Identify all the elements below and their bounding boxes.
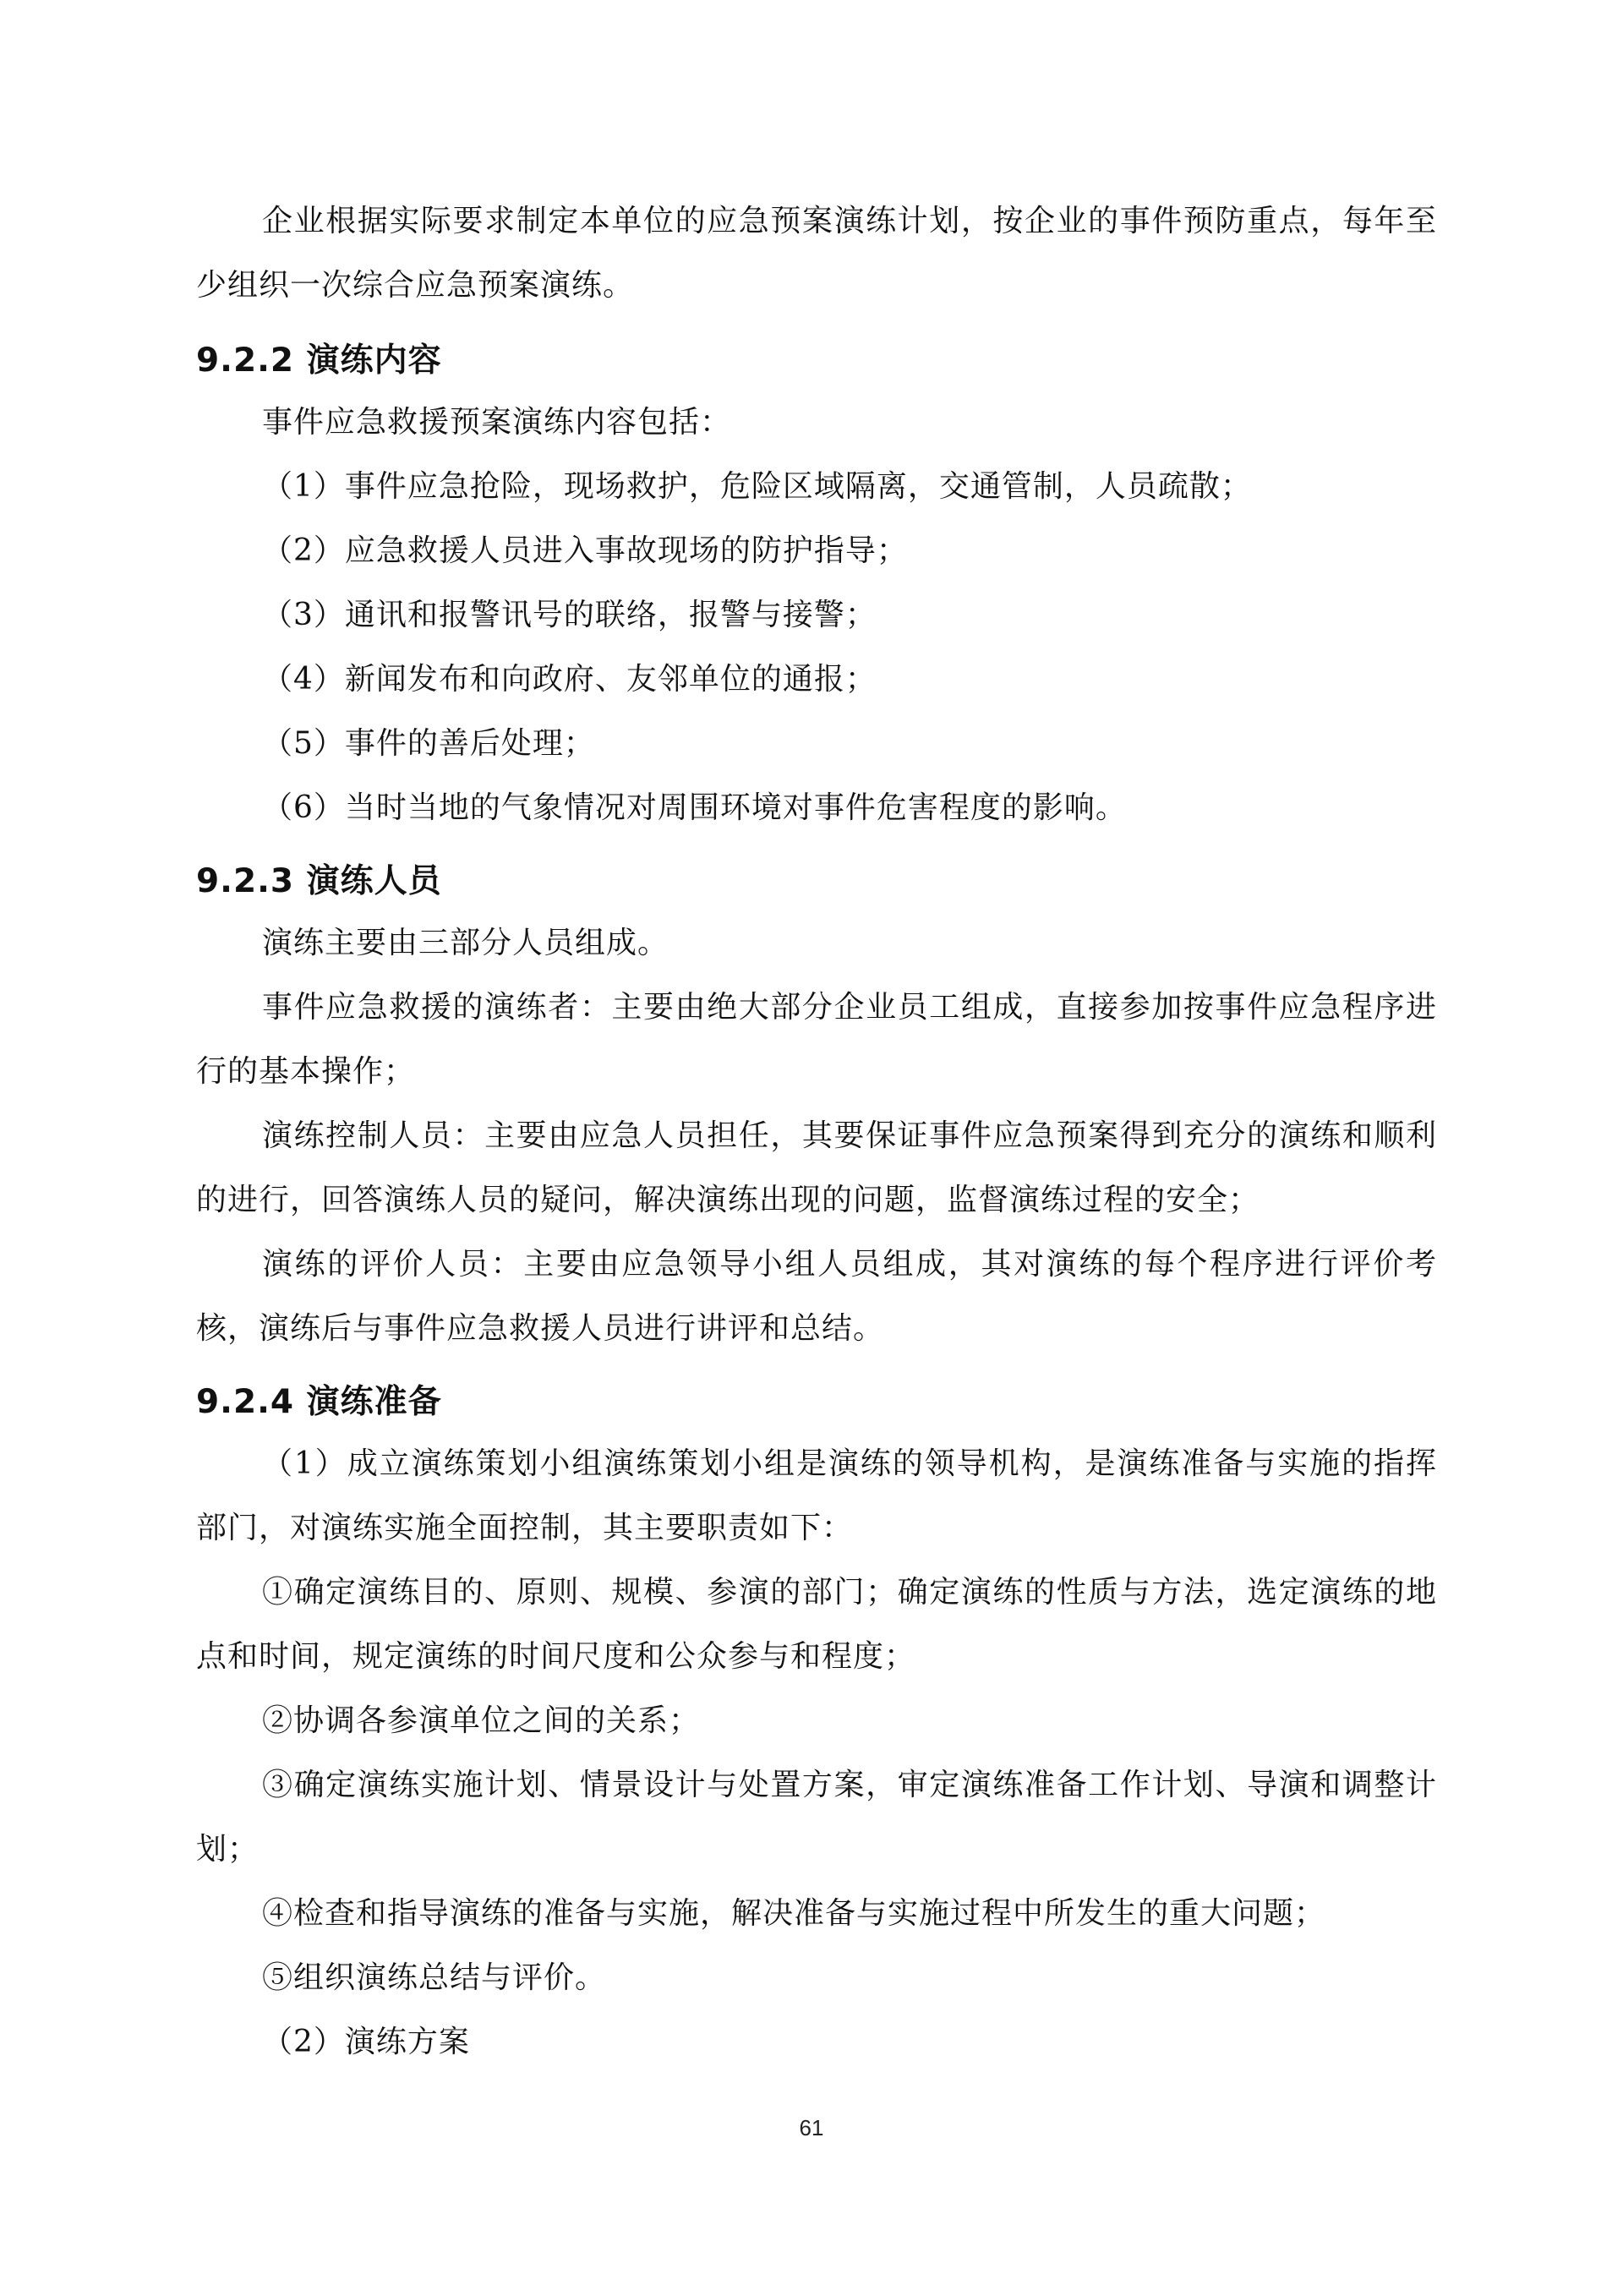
page-content — [196, 189, 1437, 2075]
intro-paragraph: 企业根据实际要求制定本单位的应急预案演练计划，按企业的事件预防重点，每年至少组织一次综合应急预案演练。 — [196, 204, 1437, 303]
page-number: 61 — [799, 2115, 824, 2140]
section-9-2-4-paragraph: （2）演练方案 — [262, 2025, 470, 2059]
list-item: （4）新闻发布和向政府、友邻单位的通报； — [262, 662, 877, 697]
section-9-2-4-paragraph: ④检查和指导演练的准备与实施，解决准备与实施过程中所发生的重大问题； — [262, 1896, 1326, 1931]
section-heading-9-2-4: 9.2.4 演练准备 — [196, 1383, 442, 1421]
section-9-2-3-paragraph: 演练的评价人员：主要由应急领导小组人员组成，其对演练的每个程序进行评价考核，演练后与事件应急救援人员进行讲评和总结。 — [196, 1247, 1437, 1346]
section-9-2-3-paragraph: 事件应急救援的演练者：主要由绝大部分企业员工组成，直接参加按事件应急程序进行的基本操作； — [196, 990, 1437, 1089]
section-9-2-4-paragraph: （1）成立演练策划小组演练策划小组是演练的领导机构，是演练准备与实施的指挥部门，对演练实施全面控制，其主要职责如下： — [196, 1446, 1437, 1545]
section-heading-9-2-2: 9.2.2 演练内容 — [196, 342, 442, 380]
section-9-2-4-paragraph: ⑤组织演练总结与评价。 — [262, 1960, 607, 1995]
section-9-2-2-lead: 事件应急救援预案演练内容包括： — [262, 405, 732, 440]
section-heading-9-2-3: 9.2.3 演练人员 — [196, 862, 442, 900]
section-9-2-3-paragraph: 演练控制人员：主要由应急人员担任，其要保证事件应急预案得到充分的演练和顺利的进行，回答演练人员的疑问，解决演练出现的问题，监督演练过程的安全； — [196, 1118, 1437, 1217]
list-item: （5）事件的善后处理； — [262, 726, 595, 761]
list-item: （6）当时当地的气象情况对周围环境对事件危害程度的影响。 — [262, 790, 1127, 825]
list-item: （3）通讯和报警讯号的联络，报警与接警； — [262, 598, 877, 632]
list-item: （1）事件应急抢险，现场救护，危险区域隔离，交通管制，人员疏散； — [262, 469, 1252, 504]
section-9-2-4-paragraph: ③确定演练实施计划、情景设计与处置方案，审定演练准备工作计划、导演和调整计划； — [196, 1768, 1437, 1867]
list-item: （2）应急救援人员进入事故现场的防护指导； — [262, 533, 908, 568]
section-9-2-4-paragraph: ②协调各参演单位之间的关系； — [262, 1703, 701, 1738]
section-9-2-3-paragraph: 演练主要由三部分人员组成。 — [262, 926, 669, 960]
section-9-2-4-paragraph: ①确定演练目的、原则、规模、参演的部门；确定演练的性质与方法，选定演练的地点和时间，规定演练的时间尺度和公众参与和程度； — [196, 1575, 1437, 1674]
